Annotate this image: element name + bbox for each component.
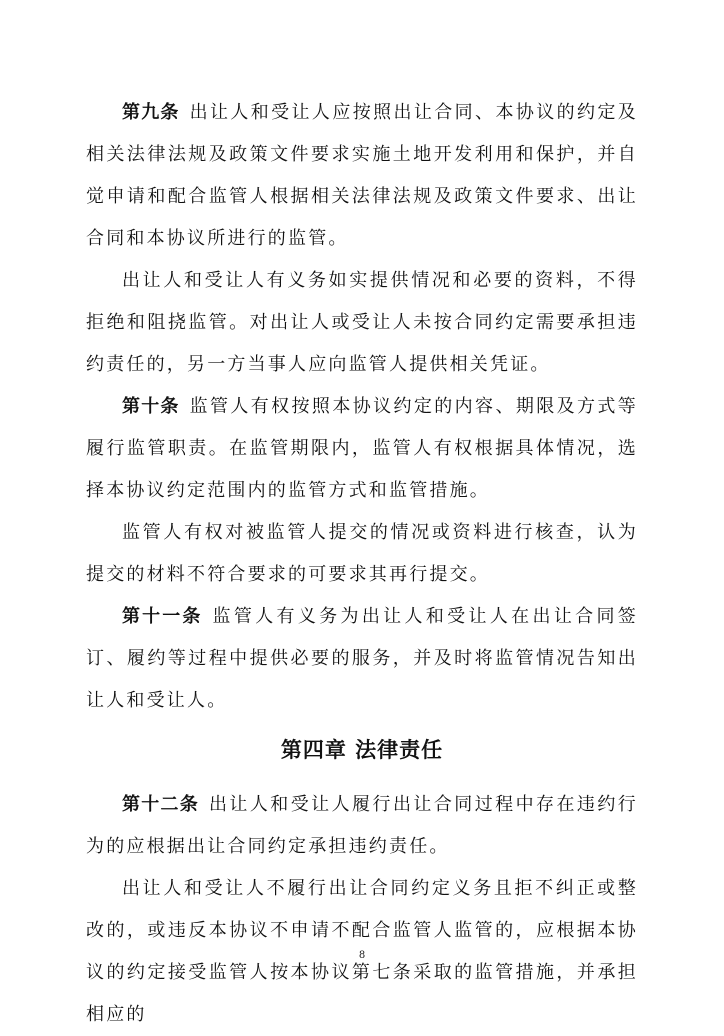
document-body	[86, 92, 638, 1036]
article-12-paragraph	[86, 784, 638, 868]
article-9-label: 第九条	[122, 102, 180, 123]
article-12-text-2: 出让人和受让人不履行出让合同约定义务且拒不纠正或整改的，或违反本协议不申请不配合监管人监管的，应根据本协议的约定接受监管人按本协议第七条采取的监管措施，并承担相应的	[86, 878, 638, 1025]
chapter-title: 第四章 法律责任	[280, 738, 444, 762]
article-11-text: 监管人有义务为出让人和受让人在出让合同签订、履约等过程中提供必要的服务，并及时将监管情况告知出让人和受让人。	[86, 606, 639, 711]
article-9-text-2: 出让人和受让人有义务如实提供情况和必要的资料，不得拒绝和阻挠监管。对出让人或受让人未按合同约定需要承担违约责任的，另一方当事人应向监管人提供相关凭证。	[86, 270, 638, 375]
article-9-paragraph	[86, 92, 638, 260]
article-10-text-2: 监管人有权对被监管人提交的情况或资料进行核查，认为提交的材料不符合要求的可要求其再行提交。	[86, 522, 638, 585]
article-10-paragraph	[86, 386, 638, 512]
article-11-paragraph	[86, 596, 638, 722]
article-9-paragraph-2	[86, 260, 638, 386]
article-10-paragraph-2	[86, 512, 638, 596]
page-number: 8	[358, 950, 366, 961]
article-10-label: 第十条	[122, 396, 180, 417]
article-10-text: 监管人有权按照本协议约定的内容、期限及方式等履行监管职责。在监管期限内，监管人有权根据具体情况，选择本协议约定范围内的监管方式和监管措施。	[86, 396, 638, 501]
article-9-text: 出让人和受让人应按照出让合同、本协议的约定及相关法律法规及政策文件要求实施土地开发利用和保护，并自觉申请和配合监管人根据相关法律法规及政策文件要求、出让合同和本协议所进行的监管。	[86, 102, 638, 249]
article-12-label: 第十二条	[122, 794, 199, 815]
article-11-label: 第十一条	[122, 606, 203, 627]
article-12-text: 出让人和受让人履行出让合同过程中存在违约行为的应根据出让合同约定承担违约责任。	[86, 794, 638, 857]
